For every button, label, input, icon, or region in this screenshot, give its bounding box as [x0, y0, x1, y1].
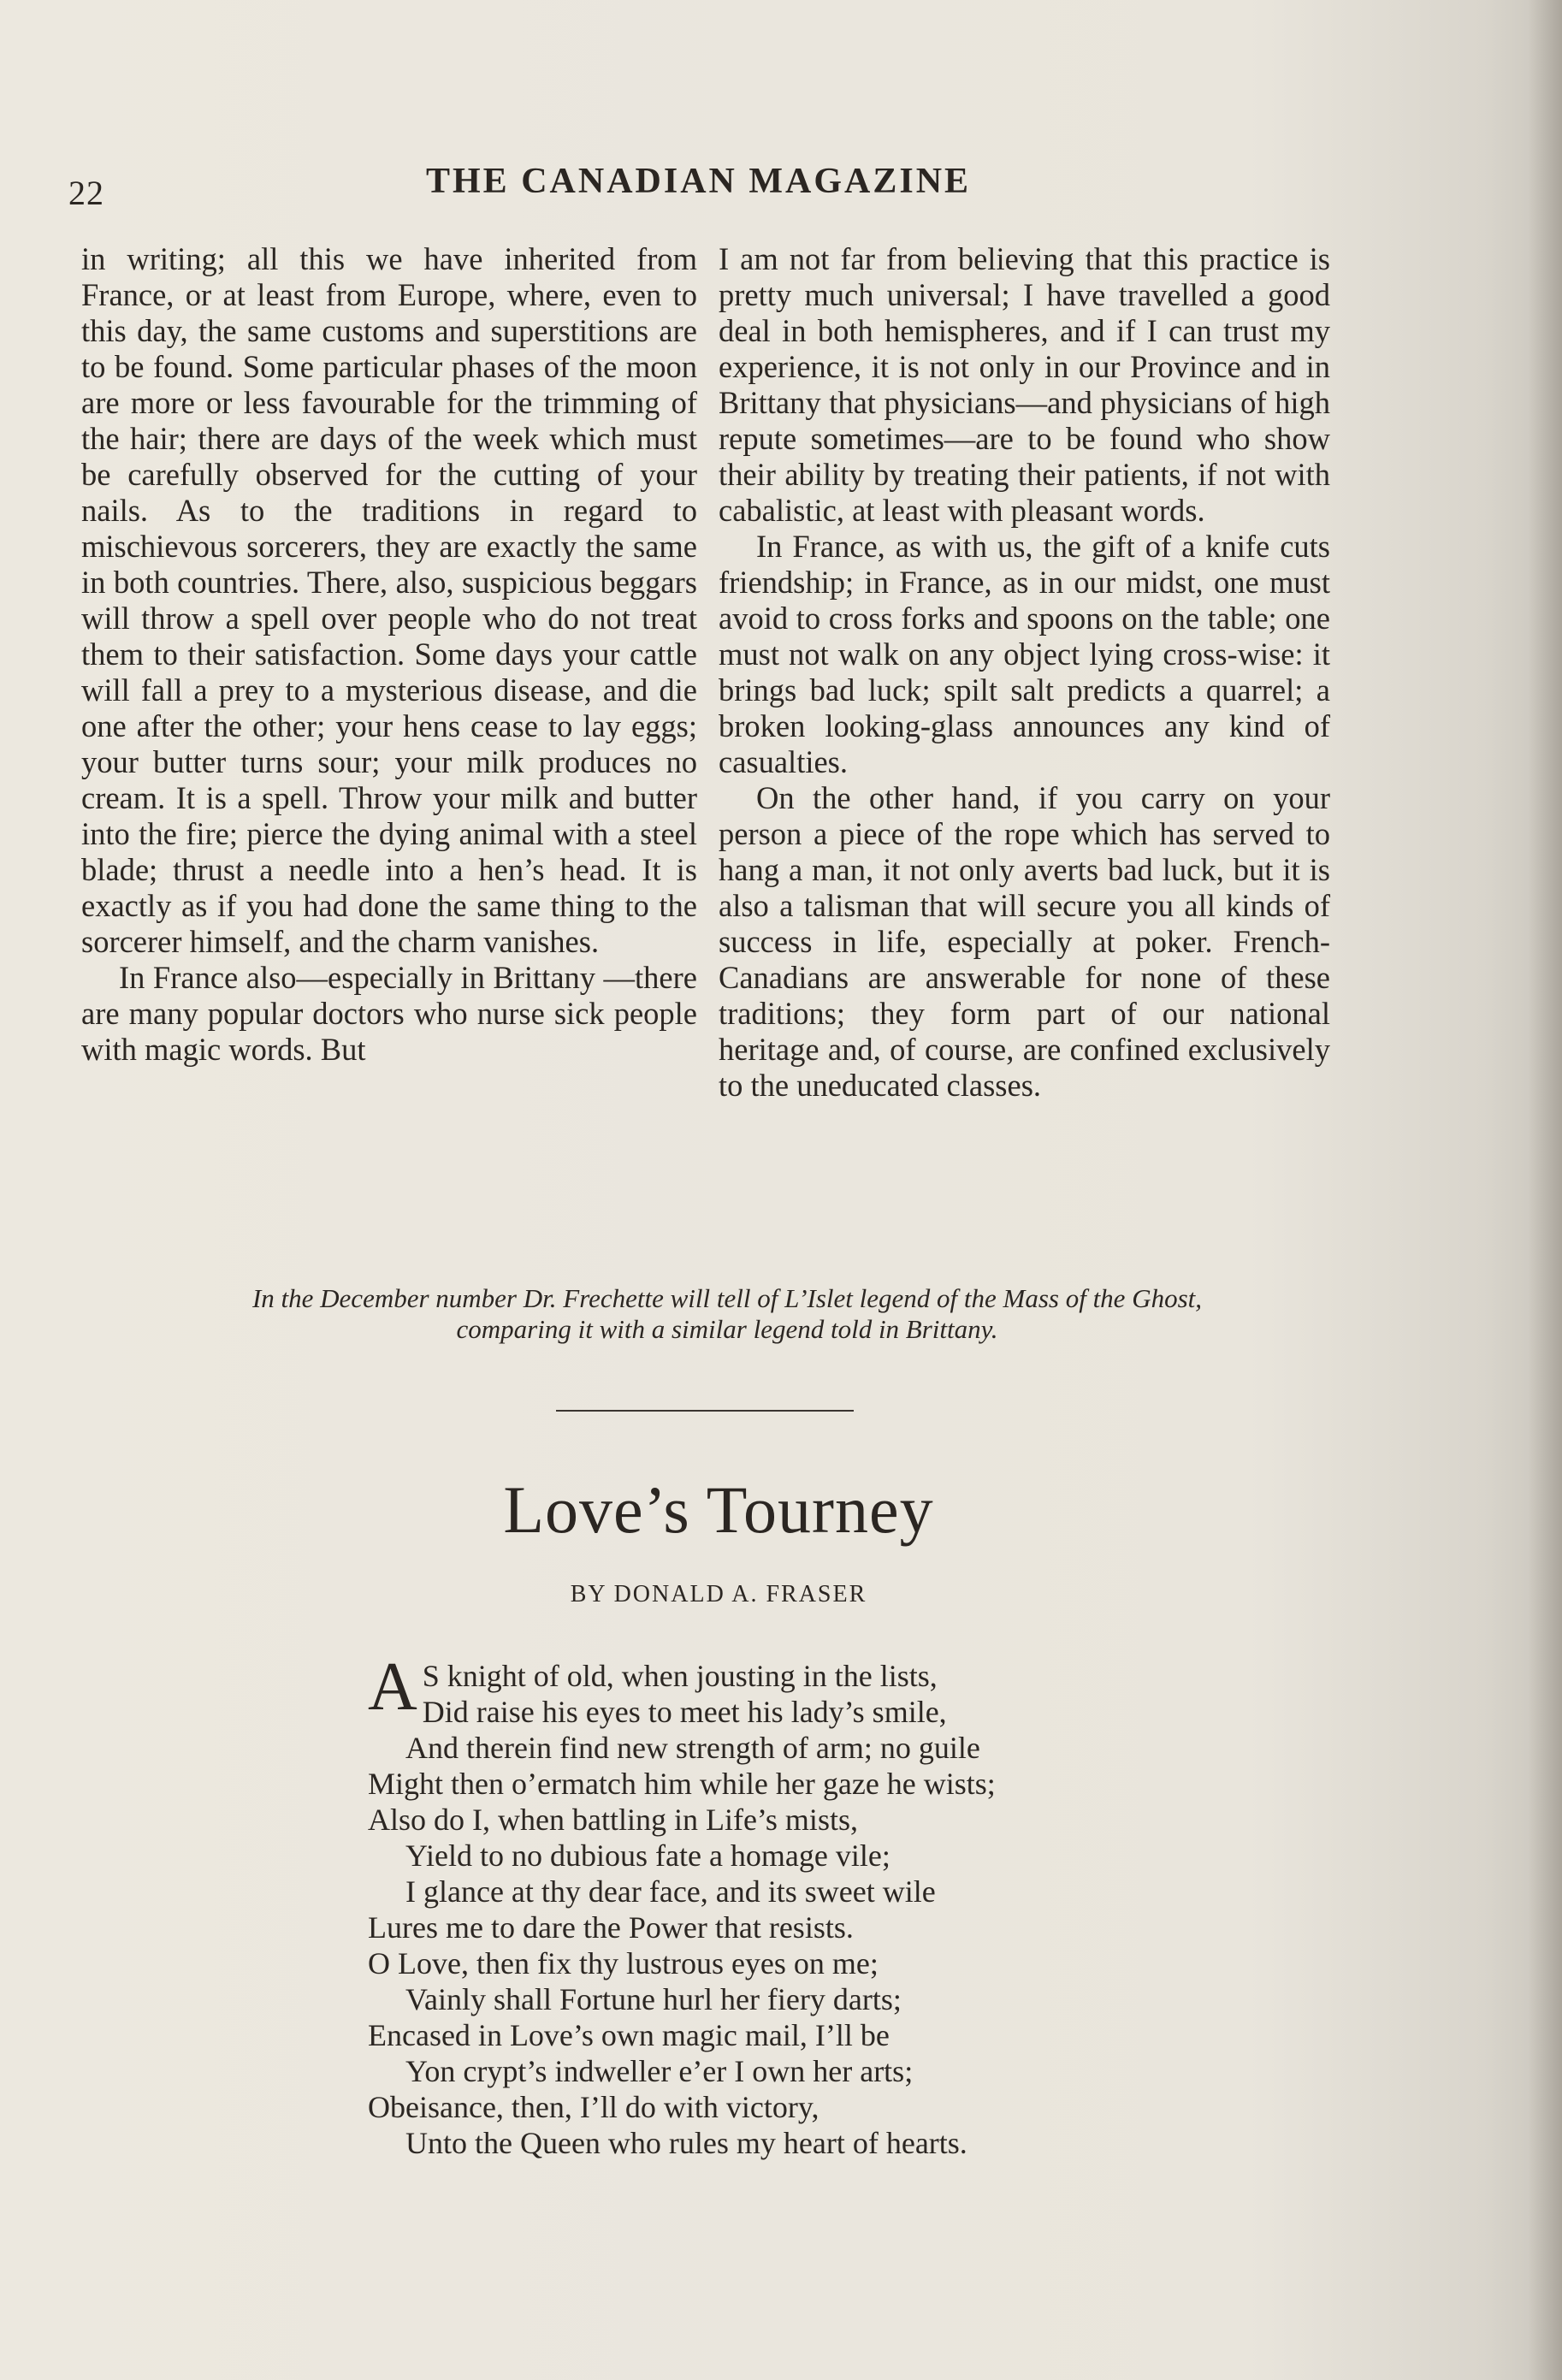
right-column	[719, 241, 1330, 1104]
magazine-title: THE CANADIAN MAGAZINE	[426, 162, 972, 201]
poem-title: Love’s Tourney	[503, 1472, 934, 1547]
poem-line: Vainly shall Fortune hurl her fiery darts;	[405, 1982, 902, 2016]
editor-note-line-1: In the December number Dr. Frechette will tell of L’Islet legend of the Mass of the Ghost,	[251, 1283, 1203, 1313]
editor-note-line-2: comparing it with a similar legend told in Brittany.	[456, 1314, 998, 1344]
left-paragraph-1: in writing; all this we have inherited from France, or at least from Europe, where, even to this day, the same customs and superstitions are to be found. Some particular phases of the moon are more or less favourable for the trimming of the hair; there are days of the week which must be carefully observed for the cutting of your nails. As to the traditions in regard to mischievous sorcerers, they are exactly the same in both countries. There, also, suspicious beggars will throw a spell over people who do not treat them to their satisfaction. Some days your cattle will fall a prey to a mysterious disease, and die one after the other; your hens cease to lay eggs; your butter turns sour; your milk produces no cream. It is a spell. Throw your milk and butter into the fire; pierce the dying animal with a steel blade; thrust a needle into a hen’s head. It is exactly as if you had done the same thing to the sorcerer himself, and the charm vanishes.	[81, 241, 697, 959]
left-paragraph-2: In France also—especially in Brittany —there are many popular doctors who nurse sick people with magic words. But	[81, 960, 697, 1067]
poem-line: O Love, then fix thy lustrous eyes on me;	[368, 1946, 879, 1980]
poem-line: Lures me to dare the Power that resists.	[368, 1910, 854, 1945]
editor-note	[128, 1283, 1326, 1345]
poem-line: Might then o’ermatch him while her gaze he wists;	[368, 1767, 996, 1801]
right-paragraph-1: I am not far from believing that this practice is pretty much universal; I have travelled a good deal in both hemispheres, and if I can trust my experience, it is not only in our Province and in Brittany that physicians—and physicians of high repute sometimes—are to be found who show their ability by treating their patients, if not with cabalistic, at least with pleasant words.	[719, 241, 1330, 528]
poem-line: Also do I, when battling in Life’s mists,	[368, 1803, 858, 1837]
poem-line: Encased in Love’s own magic mail, I’ll be	[368, 2018, 890, 2052]
poem-body	[368, 1658, 1138, 2161]
left-column	[81, 241, 697, 1068]
right-paragraph-2: In France, as with us, the gift of a knife cuts friendship; in France, as in our midst, one must avoid to cross forks and spoons on the table; one must not walk on any object lying cross-wise: it brings bad luck; spilt salt predicts a quarrel; a broken looking-glass announces any kind of casualties.	[719, 529, 1330, 779]
poem-line: S knight of old, when jousting in the lists,	[422, 1659, 938, 1693]
page-number: 22	[68, 174, 104, 212]
page-header	[68, 161, 1420, 212]
drop-cap: A	[368, 1658, 417, 1725]
poem-line: Yon crypt’s indweller e’er I own her arts;	[405, 2054, 914, 2088]
poem-line: And therein find new strength of arm; no guile	[405, 1731, 980, 1765]
page-edge-shadow	[1528, 0, 1562, 2380]
right-paragraph-3: On the other hand, if you carry on your person a piece of the rope which has served to hang a man, it not only averts bad luck, but it is also a talisman that will secure you all kinds of success in life, especially at poker. French-Canadians are answerable for none of these traditions; they form part of our national heritage and, of course, are confined exclusively to the uneducated classes.	[719, 780, 1330, 1103]
poem-line: Did raise his eyes to meet his lady’s smile,	[422, 1695, 947, 1729]
poem-line: Yield to no dubious fate a homage vile;	[405, 1838, 890, 1873]
poem-line: I glance at thy dear face, and its sweet wile	[405, 1874, 936, 1909]
poem-line: Obeisance, then, I’ll do with victory,	[368, 2090, 819, 2124]
section-divider	[556, 1410, 854, 1412]
poem-byline: BY DONALD A. FRASER	[570, 1581, 867, 1607]
poem-opening	[368, 1658, 1138, 1730]
poem-line: Unto the Queen who rules my heart of hearts.	[405, 2126, 967, 2160]
